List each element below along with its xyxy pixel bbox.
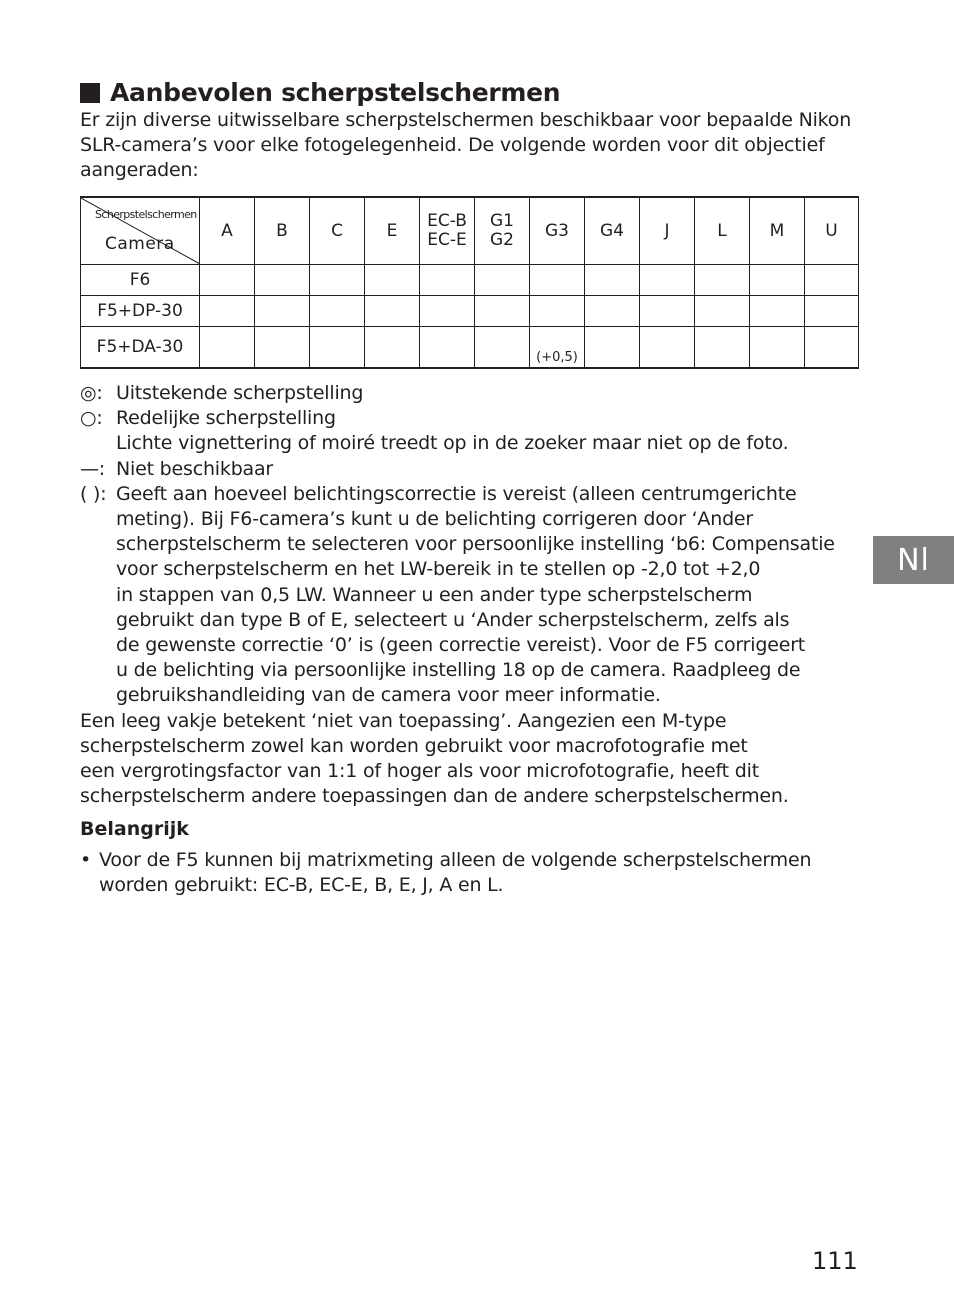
dash-icon: —: (80, 457, 106, 480)
column-header: G4 (585, 197, 640, 265)
table-corner-cell (81, 197, 200, 265)
double-circle-icon: ◎: (80, 382, 103, 404)
section-heading (80, 78, 560, 107)
legend-item-parentheses: ( ): Geeft aan hoeveel belichtingscorrectie is vereist (alleen centrumgerichte (80, 482, 880, 507)
column-header: B (255, 197, 310, 265)
table-row (81, 296, 859, 327)
table-header-row (81, 197, 859, 265)
empty-cell-note-line: een vergrotingsfactor van 1:1 of hoger als voor microfotografie, heeft dit (80, 760, 759, 783)
column-header: A (200, 197, 255, 265)
column-header: C (310, 197, 365, 265)
legend-paren-line: scherpstelscherm te selecteren voor persoonlijke instelling ‘b6: Compensatie (116, 533, 835, 556)
corner-label-screens: Scherpstelschermen (95, 208, 197, 221)
column-header: M (750, 197, 805, 265)
legend-good-note: Lichte vignettering of moiré treedt op in de zoeker maar niet op de foto. (116, 432, 789, 455)
column-header: J (640, 197, 695, 265)
table-row (81, 327, 859, 369)
corner-label-camera: Camera (105, 234, 175, 254)
legend-paren-line: voor scherpstelscherm en het LW-bereik in te stellen op -2,0 tot +2,0 (116, 558, 761, 581)
column-header: E (365, 197, 420, 265)
page-number: 111 (812, 1247, 858, 1275)
square-bullet-icon (80, 83, 100, 103)
column-header: U (805, 197, 859, 265)
column-header: EC-B EC-E (420, 197, 475, 265)
table-row (81, 265, 859, 296)
legend-item-excellent: ◎: Uitstekende scherpstelling (80, 381, 880, 406)
column-header: G3 (530, 197, 585, 265)
row-label: F5+DA-30 (81, 327, 200, 369)
legend-paren-line: u de belichting via persoonlijke instelling 18 op de camera. Raadpleeg de (116, 659, 801, 682)
language-tab: Nl (873, 536, 954, 584)
important-bullet-item (80, 848, 870, 898)
section-heading-text: Aanbevolen scherpstelschermen (110, 78, 561, 107)
important-line: worden gebruikt: EC-B, EC-E, B, E, J, A en L. (99, 874, 504, 896)
legend-paren-line: de gewenste correctie ‘0’ is (geen correctie vereist). Voor de F5 corrigeert (116, 634, 806, 657)
legend-item-not-available: —: Niet beschikbaar (80, 457, 880, 482)
row-label: F6 (81, 265, 200, 296)
empty-cell-note-line: Een leeg vakje betekent ‘niet van toepassing’. Aangezien een M-type (80, 709, 727, 732)
legend (80, 381, 880, 809)
focusing-screen-table (80, 196, 859, 369)
legend-paren-line: in stappen van 0,5 LW. Wanneer u een ander type scherpstelscherm (116, 583, 753, 606)
legend-paren-line: meting). Bij F6-camera’s kunt u de belichting corrigeren door ‘Ander (116, 508, 754, 531)
empty-cell-note-line: scherpstelscherm andere toepassingen dan de andere scherpstelschermen. (80, 785, 789, 808)
parentheses-symbol: ( ): (80, 482, 107, 505)
legend-paren-line: gebruikshandleiding van de camera voor meer informatie. (116, 684, 661, 707)
intro-paragraph: Er zijn diverse uitwisselbare scherpstelschermen beschikbaar voor bepaalde Nikon SLR-camera’s voor elke fotogelegenheid. De volgende worden voor dit objectief aangeraden: (80, 109, 852, 181)
compensation-note-cell: (+0,5) (530, 327, 585, 369)
bullet-icon: • (80, 849, 92, 871)
important-line: Voor de F5 kunnen bij matrixmeting alleen de volgende scherpstelschermen (99, 849, 812, 871)
important-heading: Belangrijk (80, 818, 189, 840)
column-header: L (695, 197, 750, 265)
empty-cell-note-line: scherpstelscherm zowel kan worden gebruikt voor macrofotografie met (80, 734, 748, 757)
column-header: G1 G2 (475, 197, 530, 265)
row-label: F5+DP-30 (81, 296, 200, 327)
legend-paren-line: gebruikt dan type B of E, selecteert u ‘Ander scherpstelscherm, zelfs als (116, 608, 790, 631)
legend-item-good: ○: Redelijke scherpstelling (80, 406, 880, 431)
circle-icon: ○: (80, 407, 103, 430)
